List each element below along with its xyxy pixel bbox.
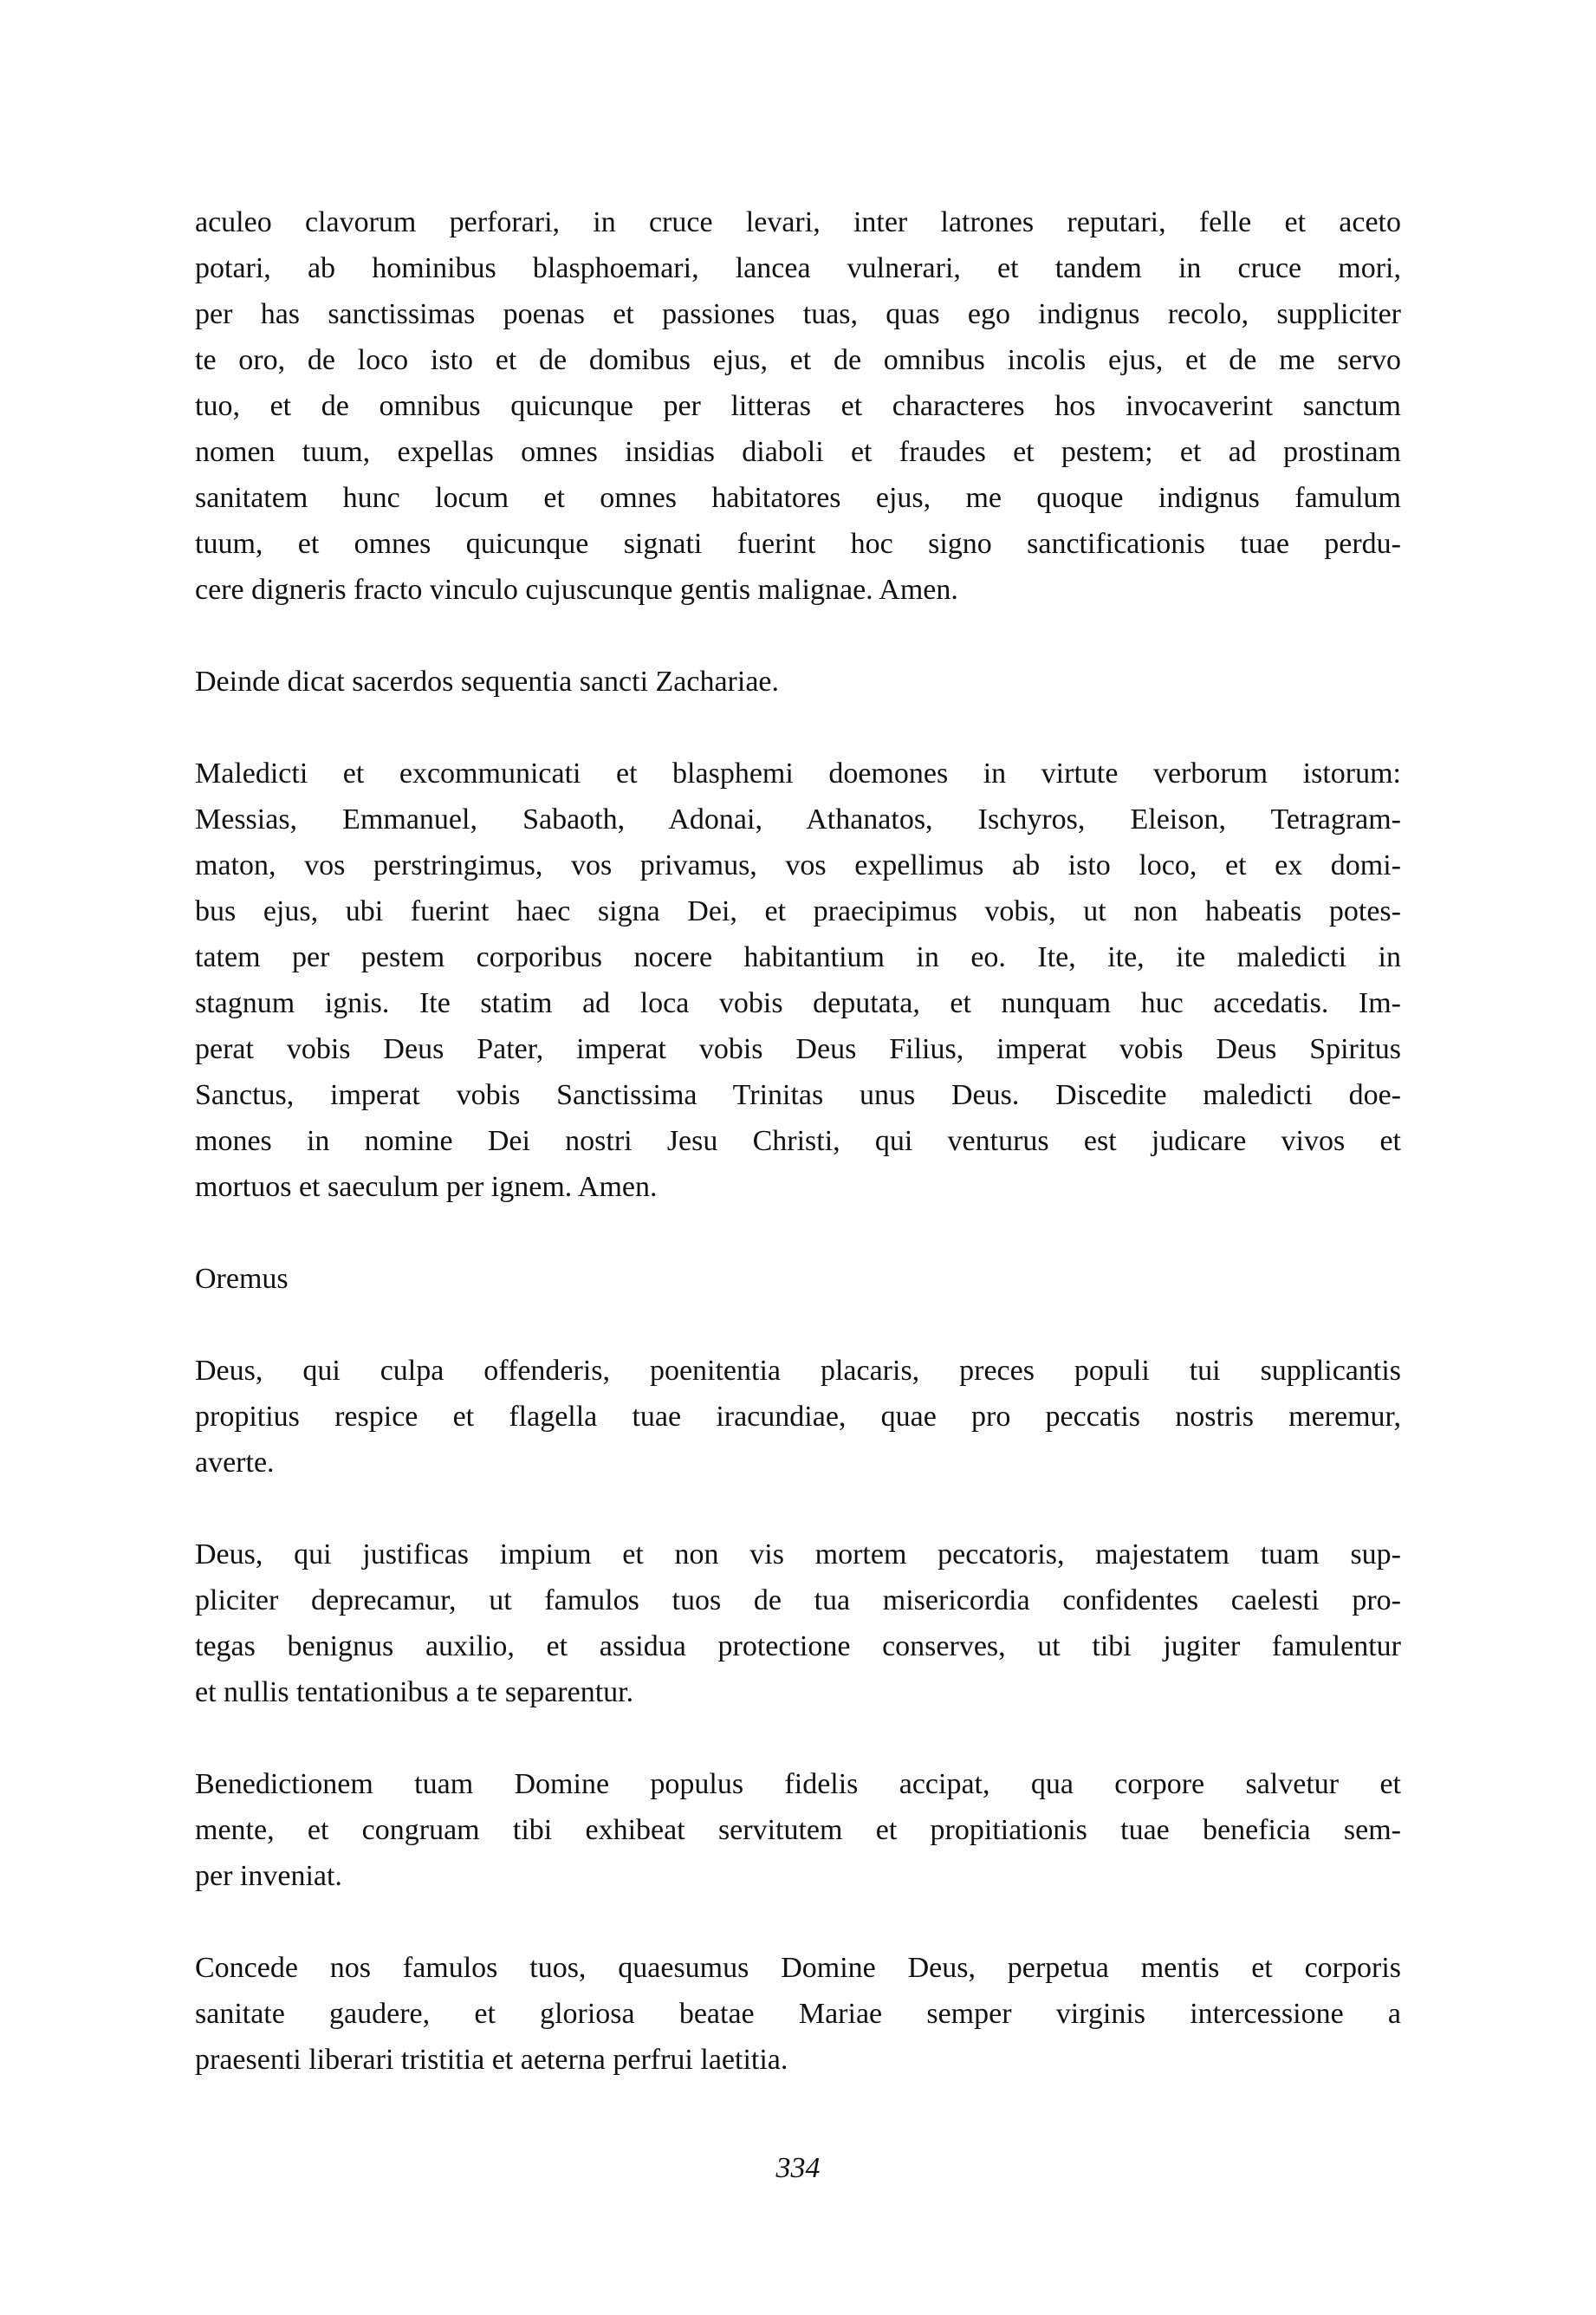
paragraph-collect-culpa-offenderis: [195, 1348, 1401, 1486]
text-line: pliciter deprecamur, ut famulos tuos de tua misericordia confidentes caelesti pro-: [195, 1584, 1401, 1616]
paragraph-collect-justificas-impium: [195, 1531, 1401, 1715]
paragraph-rubric-zachariae: [195, 659, 1401, 705]
text-line: nomen tuum, expellas omnes insidias diaboli et fraudes et pestem; et ad prostinam: [195, 436, 1401, 468]
text-line: Deus, qui justificas impium et non vis mortem peccatoris, majestatem tuam sup-: [195, 1538, 1401, 1570]
body-text: [195, 199, 1401, 2129]
text-line: te oro, de loco isto et de domibus ejus, et de omnibus incolis ejus, et de me servo: [195, 344, 1401, 376]
paragraph-collect-concede: [195, 1945, 1401, 2083]
text-line: Sanctus, imperat vobis Sanctissima Trinitas unus Deus. Discedite maledicti doe-: [195, 1079, 1401, 1111]
text-line: Concede nos famulos tuos, quaesumus Domine Deus, perpetua mentis et corporis: [195, 1952, 1401, 1984]
text-line: mortuos et saeculum per ignem. Amen.: [195, 1171, 658, 1203]
paragraph-collect-benedictionem: [195, 1761, 1401, 1899]
text-line: Benedictionem tuam Domine populus fidelis accipat, qua corpore salvetur et: [195, 1768, 1401, 1800]
text-line: et nullis tentationibus a te separentur.: [195, 1676, 634, 1708]
text-line: tuo, et de omnibus quicunque per litteras et characteres hos invocaverint sanctum: [195, 390, 1401, 422]
text-line: per has sanctissimas poenas et passiones tuas, quas ego indignus recolo, suppliciter: [195, 298, 1401, 330]
text-line: mente, et congruam tibi exhibeat servitutem et propitiationis tuae beneficia sem-: [195, 1814, 1401, 1846]
text-line: sanitate gaudere, et gloriosa beatae Mariae semper virginis intercessione a: [195, 1998, 1401, 2030]
text-line: maton, vos perstringimus, vos privamus, vos expellimus ab isto loco, et ex domi-: [195, 849, 1401, 881]
text-line: cere digneris fracto vinculo cujuscunque gentis malignae. Amen.: [195, 574, 958, 606]
text-line: propitius respice et flagella tuae iracundiae, quae pro peccatis nostris meremur,: [195, 1401, 1401, 1433]
section-heading-oremus: Oremus: [195, 1263, 289, 1295]
text-line: tuum, et omnes quicunque signati fuerint hoc signo sanctificationis tuae perdu-: [195, 528, 1401, 560]
text-line: averte.: [195, 1447, 275, 1479]
text-line: aculeo clavorum perforari, in cruce levari, inter latrones reputari, felle et aceto: [195, 206, 1401, 238]
text-line: tatem per pestem corporibus nocere habitantium in eo. Ite, ite, ite maledicti in: [195, 941, 1401, 973]
text-line: Maledicti et excommunicati et blasphemi doemones in virtute verborum istorum:: [195, 758, 1401, 790]
text-line: bus ejus, ubi fuerint haec signa Dei, et praecipimus vobis, ut non habeatis potes-: [195, 895, 1401, 927]
paragraph-exorcismus-maledicti: [195, 751, 1401, 1210]
text-line: Deus, qui culpa offenderis, poenitentia placaris, preces populi tui supplicantis: [195, 1355, 1401, 1387]
text-line: per inveniat.: [195, 1860, 342, 1892]
text-line: sanitatem hunc locum et omnes habitatores ejus, me quoque indignus famulum: [195, 482, 1401, 514]
text-line: Deinde dicat sacerdos sequentia sancti Zachariae.: [195, 666, 780, 698]
paragraph-oremus: [195, 1256, 1401, 1302]
page-number: 334: [775, 2152, 821, 2184]
text-line: tegas benignus auxilio, et assidua protectione conserves, ut tibi jugiter famulentur: [195, 1630, 1401, 1662]
text-line: praesenti liberari tristitia et aeterna perfrui laetitia.: [195, 2044, 788, 2076]
text-line: mones in nomine Dei nostri Jesu Christi, qui venturus est judicare vivos et: [195, 1125, 1401, 1157]
text-line: stagnum ignis. Ite statim ad loca vobis deputata, et nunquam huc accedatis. Im-: [195, 987, 1401, 1019]
text-line: Messias, Emmanuel, Sabaoth, Adonai, Athanatos, Ischyros, Eleison, Tetragram-: [195, 803, 1401, 836]
text-line: potari, ab hominibus blasphoemari, lancea vulnerari, et tandem in cruce mori,: [195, 252, 1401, 284]
paragraph-oratio-continuation: [195, 199, 1401, 613]
text-line: perat vobis Deus Pater, imperat vobis Deus Filius, imperat vobis Deus Spiritus: [195, 1033, 1401, 1065]
